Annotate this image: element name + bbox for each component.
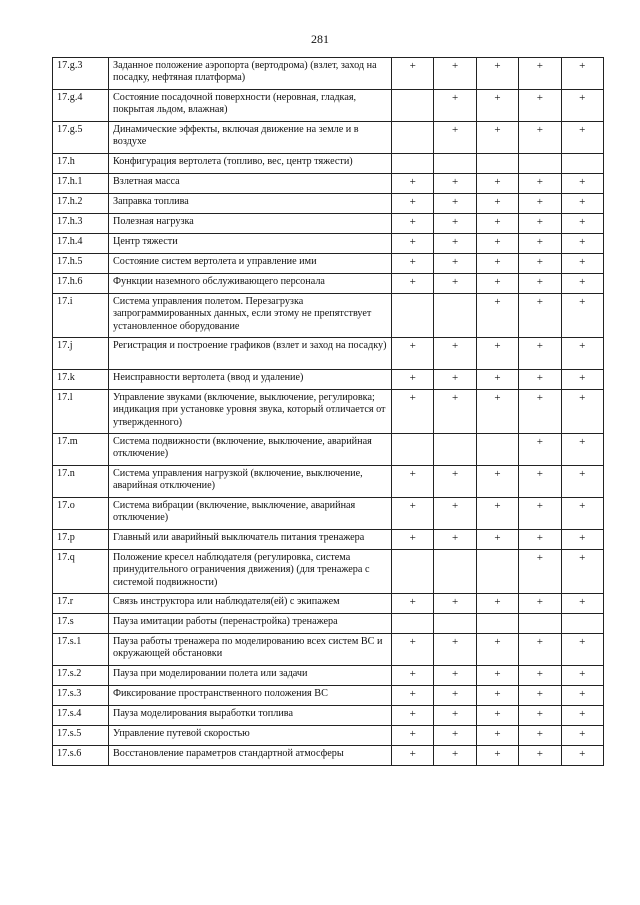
mark-cell: + bbox=[434, 214, 476, 234]
mark-cell: + bbox=[519, 274, 561, 294]
row-description: Динамические эффекты, включая движение на земле и в воздухе bbox=[109, 122, 392, 154]
mark-cell: + bbox=[561, 90, 603, 122]
mark-cell: + bbox=[434, 90, 476, 122]
table-row bbox=[53, 466, 604, 498]
table-row bbox=[53, 338, 604, 370]
row-description: Заданное положение аэропорта (вертодрома) (взлет, заход на посадку, нефтяная платформа) bbox=[109, 58, 392, 90]
row-code: 17.h.4 bbox=[53, 234, 109, 254]
mark-cell: + bbox=[434, 666, 476, 686]
row-description: Заправка топлива bbox=[109, 194, 392, 214]
table-row bbox=[53, 90, 604, 122]
mark-cell: + bbox=[392, 498, 434, 530]
mark-cell: + bbox=[561, 58, 603, 90]
mark-cell: + bbox=[434, 234, 476, 254]
mark-cell: + bbox=[434, 686, 476, 706]
mark-cell: + bbox=[561, 122, 603, 154]
row-code: 17.k bbox=[53, 370, 109, 390]
mark-cell bbox=[434, 434, 476, 466]
table-row bbox=[53, 370, 604, 390]
mark-cell: + bbox=[434, 194, 476, 214]
row-code: 17.s.4 bbox=[53, 706, 109, 726]
mark-cell: + bbox=[476, 294, 518, 338]
row-description: Главный или аварийный выключатель питания тренажера bbox=[109, 530, 392, 550]
row-description: Система вибрации (включение, выключение, аварийная отключение) bbox=[109, 498, 392, 530]
table-row bbox=[53, 214, 604, 234]
mark-cell: + bbox=[476, 370, 518, 390]
mark-cell: + bbox=[434, 706, 476, 726]
row-description: Взлетная масса bbox=[109, 174, 392, 194]
mark-cell: + bbox=[476, 254, 518, 274]
table-row bbox=[53, 726, 604, 746]
mark-cell: + bbox=[434, 254, 476, 274]
mark-cell: + bbox=[519, 498, 561, 530]
mark-cell: + bbox=[392, 530, 434, 550]
mark-cell: + bbox=[519, 58, 561, 90]
row-code: 17.r bbox=[53, 594, 109, 614]
mark-cell: + bbox=[476, 706, 518, 726]
mark-cell: + bbox=[519, 634, 561, 666]
row-description: Система управления нагрузкой (включение, выключение, аварийная отключение) bbox=[109, 466, 392, 498]
table-body bbox=[53, 58, 604, 766]
table-row bbox=[53, 434, 604, 466]
row-description: Состояние систем вертолета и управление ими bbox=[109, 254, 392, 274]
mark-cell: + bbox=[392, 666, 434, 686]
mark-cell: + bbox=[476, 686, 518, 706]
mark-cell: + bbox=[561, 530, 603, 550]
mark-cell: + bbox=[519, 370, 561, 390]
table-row bbox=[53, 686, 604, 706]
row-description: Система управления полетом. Перезагрузка запрограммированных данных, если этому не препятствует установленное оборудование bbox=[109, 294, 392, 338]
mark-cell: + bbox=[561, 498, 603, 530]
mark-cell: + bbox=[561, 294, 603, 338]
mark-cell bbox=[434, 294, 476, 338]
mark-cell bbox=[476, 434, 518, 466]
row-description: Неисправности вертолета (ввод и удаление) bbox=[109, 370, 392, 390]
mark-cell bbox=[392, 122, 434, 154]
mark-cell: + bbox=[519, 666, 561, 686]
mark-cell: + bbox=[392, 746, 434, 766]
mark-cell: + bbox=[392, 58, 434, 90]
row-description: Восстановление параметров стандартной атмосферы bbox=[109, 746, 392, 766]
mark-cell: + bbox=[434, 594, 476, 614]
mark-cell: + bbox=[434, 390, 476, 434]
table-row bbox=[53, 390, 604, 434]
mark-cell: + bbox=[476, 234, 518, 254]
table-row bbox=[53, 122, 604, 154]
mark-cell bbox=[434, 154, 476, 174]
mark-cell bbox=[392, 294, 434, 338]
mark-cell: + bbox=[434, 370, 476, 390]
mark-cell: + bbox=[519, 390, 561, 434]
mark-cell bbox=[519, 614, 561, 634]
mark-cell: + bbox=[476, 90, 518, 122]
mark-cell: + bbox=[476, 466, 518, 498]
mark-cell: + bbox=[434, 726, 476, 746]
mark-cell: + bbox=[476, 390, 518, 434]
mark-cell: + bbox=[519, 214, 561, 234]
table-row bbox=[53, 294, 604, 338]
mark-cell: + bbox=[519, 294, 561, 338]
mark-cell: + bbox=[392, 338, 434, 370]
table-row bbox=[53, 174, 604, 194]
mark-cell: + bbox=[476, 726, 518, 746]
mark-cell: + bbox=[476, 214, 518, 234]
mark-cell: + bbox=[476, 174, 518, 194]
mark-cell: + bbox=[561, 466, 603, 498]
mark-cell: + bbox=[392, 254, 434, 274]
mark-cell: + bbox=[476, 58, 518, 90]
row-code: 17.s bbox=[53, 614, 109, 634]
row-description: Регистрация и построение графиков (взлет и заход на посадку) bbox=[109, 338, 392, 370]
row-code: 17.i bbox=[53, 294, 109, 338]
mark-cell: + bbox=[561, 174, 603, 194]
mark-cell: + bbox=[392, 686, 434, 706]
mark-cell: + bbox=[561, 686, 603, 706]
requirements-table bbox=[52, 57, 604, 766]
mark-cell: + bbox=[434, 746, 476, 766]
row-code: 17.h bbox=[53, 154, 109, 174]
mark-cell bbox=[476, 550, 518, 594]
table-row bbox=[53, 530, 604, 550]
mark-cell: + bbox=[434, 498, 476, 530]
mark-cell: + bbox=[519, 338, 561, 370]
row-description: Пауза работы тренажера по моделированию всех систем ВС и окружающей обстановки bbox=[109, 634, 392, 666]
table-row bbox=[53, 154, 604, 174]
row-description: Полезная нагрузка bbox=[109, 214, 392, 234]
mark-cell bbox=[434, 614, 476, 634]
mark-cell: + bbox=[392, 594, 434, 614]
mark-cell: + bbox=[519, 706, 561, 726]
row-description: Фиксирование пространственного положения ВС bbox=[109, 686, 392, 706]
mark-cell: + bbox=[476, 194, 518, 214]
mark-cell: + bbox=[392, 370, 434, 390]
mark-cell: + bbox=[392, 214, 434, 234]
row-code: 17.j bbox=[53, 338, 109, 370]
table-row bbox=[53, 234, 604, 254]
mark-cell: + bbox=[476, 498, 518, 530]
mark-cell: + bbox=[561, 390, 603, 434]
row-code: 17.p bbox=[53, 530, 109, 550]
mark-cell: + bbox=[392, 274, 434, 294]
mark-cell: + bbox=[519, 466, 561, 498]
row-description: Пауза имитации работы (перенастройка) тренажера bbox=[109, 614, 392, 634]
table-row bbox=[53, 550, 604, 594]
mark-cell bbox=[392, 550, 434, 594]
row-description: Пауза моделирования выработки топлива bbox=[109, 706, 392, 726]
row-description: Положение кресел наблюдателя (регулировка, система принудительного ограничения движения) (для тренажера с системой подвижности) bbox=[109, 550, 392, 594]
table-row bbox=[53, 498, 604, 530]
row-code: 17.h.6 bbox=[53, 274, 109, 294]
row-description: Система подвижности (включение, выключение, аварийная отключение) bbox=[109, 434, 392, 466]
mark-cell: + bbox=[519, 550, 561, 594]
row-code: 17.g.3 bbox=[53, 58, 109, 90]
mark-cell: + bbox=[519, 194, 561, 214]
mark-cell: + bbox=[561, 726, 603, 746]
mark-cell: + bbox=[434, 174, 476, 194]
mark-cell: + bbox=[434, 530, 476, 550]
row-code: 17.m bbox=[53, 434, 109, 466]
table-row bbox=[53, 58, 604, 90]
mark-cell bbox=[434, 550, 476, 594]
mark-cell: + bbox=[519, 530, 561, 550]
mark-cell: + bbox=[561, 234, 603, 254]
mark-cell: + bbox=[519, 434, 561, 466]
row-code: 17.h.3 bbox=[53, 214, 109, 234]
mark-cell: + bbox=[392, 466, 434, 498]
mark-cell: + bbox=[561, 338, 603, 370]
mark-cell: + bbox=[561, 434, 603, 466]
mark-cell: + bbox=[392, 174, 434, 194]
row-code: 17.l bbox=[53, 390, 109, 434]
mark-cell: + bbox=[476, 274, 518, 294]
row-code: 17.n bbox=[53, 466, 109, 498]
mark-cell: + bbox=[519, 726, 561, 746]
table-row bbox=[53, 274, 604, 294]
row-code: 17.s.5 bbox=[53, 726, 109, 746]
row-description: Управление звуками (включение, выключение, регулировка; индикация при установке уровня звука, который отличается от утвержденного) bbox=[109, 390, 392, 434]
row-description: Состояние посадочной поверхности (неровная, гладкая, покрытая льдом, влажная) bbox=[109, 90, 392, 122]
row-code: 17.h.1 bbox=[53, 174, 109, 194]
mark-cell: + bbox=[392, 634, 434, 666]
row-code: 17.o bbox=[53, 498, 109, 530]
mark-cell: + bbox=[392, 194, 434, 214]
row-code: 17.s.3 bbox=[53, 686, 109, 706]
row-code: 17.q bbox=[53, 550, 109, 594]
mark-cell bbox=[561, 154, 603, 174]
mark-cell: + bbox=[561, 634, 603, 666]
row-description: Функции наземного обслуживающего персонала bbox=[109, 274, 392, 294]
mark-cell bbox=[392, 434, 434, 466]
mark-cell: + bbox=[561, 370, 603, 390]
mark-cell: + bbox=[434, 274, 476, 294]
mark-cell: + bbox=[561, 746, 603, 766]
mark-cell: + bbox=[561, 594, 603, 614]
table-row bbox=[53, 706, 604, 726]
mark-cell: + bbox=[434, 466, 476, 498]
row-description: Связь инструктора или наблюдателя(ей) с экипажем bbox=[109, 594, 392, 614]
row-code: 17.h.5 bbox=[53, 254, 109, 274]
mark-cell bbox=[392, 90, 434, 122]
mark-cell: + bbox=[476, 746, 518, 766]
mark-cell: + bbox=[519, 686, 561, 706]
mark-cell: + bbox=[519, 234, 561, 254]
mark-cell: + bbox=[561, 706, 603, 726]
mark-cell bbox=[476, 154, 518, 174]
mark-cell: + bbox=[561, 214, 603, 234]
mark-cell: + bbox=[392, 706, 434, 726]
mark-cell bbox=[519, 154, 561, 174]
mark-cell bbox=[561, 614, 603, 634]
mark-cell: + bbox=[519, 254, 561, 274]
table-row bbox=[53, 614, 604, 634]
mark-cell: + bbox=[519, 594, 561, 614]
page-number: 281 bbox=[311, 32, 329, 46]
mark-cell: + bbox=[434, 58, 476, 90]
row-code: 17.s.1 bbox=[53, 634, 109, 666]
mark-cell: + bbox=[476, 594, 518, 614]
mark-cell: + bbox=[434, 338, 476, 370]
mark-cell bbox=[392, 614, 434, 634]
row-code: 17.s.2 bbox=[53, 666, 109, 686]
mark-cell: + bbox=[519, 122, 561, 154]
mark-cell: + bbox=[561, 274, 603, 294]
row-code: 17.g.4 bbox=[53, 90, 109, 122]
table-row bbox=[53, 594, 604, 614]
row-description: Конфигурация вертолета (топливо, вес, центр тяжести) bbox=[109, 154, 392, 174]
row-code: 17.s.6 bbox=[53, 746, 109, 766]
mark-cell: + bbox=[561, 550, 603, 594]
mark-cell: + bbox=[392, 234, 434, 254]
mark-cell: + bbox=[476, 530, 518, 550]
row-description: Центр тяжести bbox=[109, 234, 392, 254]
mark-cell: + bbox=[519, 174, 561, 194]
row-code: 17.g.5 bbox=[53, 122, 109, 154]
mark-cell: + bbox=[476, 122, 518, 154]
row-code: 17.h.2 bbox=[53, 194, 109, 214]
mark-cell: + bbox=[476, 666, 518, 686]
row-description: Управление путевой скоростью bbox=[109, 726, 392, 746]
table-row bbox=[53, 666, 604, 686]
mark-cell: + bbox=[519, 90, 561, 122]
table-row bbox=[53, 746, 604, 766]
mark-cell bbox=[476, 614, 518, 634]
mark-cell: + bbox=[392, 726, 434, 746]
mark-cell: + bbox=[392, 390, 434, 434]
table-row bbox=[53, 254, 604, 274]
mark-cell: + bbox=[476, 634, 518, 666]
mark-cell bbox=[392, 154, 434, 174]
mark-cell: + bbox=[561, 254, 603, 274]
mark-cell: + bbox=[561, 194, 603, 214]
table-row bbox=[53, 634, 604, 666]
mark-cell: + bbox=[519, 746, 561, 766]
table-row bbox=[53, 194, 604, 214]
row-description: Пауза при моделировании полета или задачи bbox=[109, 666, 392, 686]
mark-cell: + bbox=[434, 634, 476, 666]
mark-cell: + bbox=[434, 122, 476, 154]
mark-cell: + bbox=[561, 666, 603, 686]
mark-cell: + bbox=[476, 338, 518, 370]
